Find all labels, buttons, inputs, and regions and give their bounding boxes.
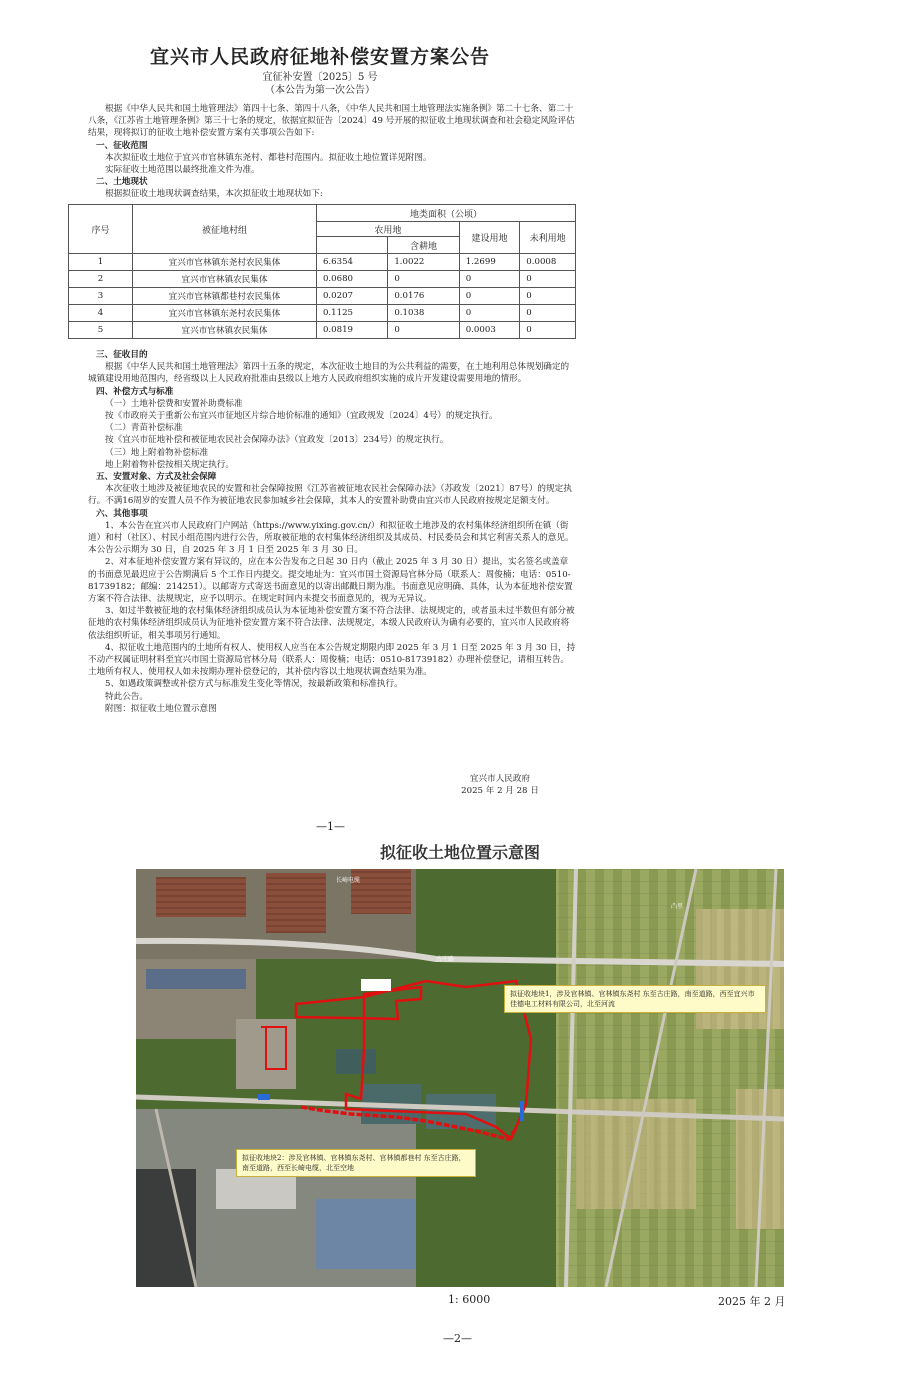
factory-roof-1: [156, 877, 246, 917]
section-4-sub1: （一）土地补偿费和安置补助费标准: [105, 398, 243, 409]
cell-seq: 5: [69, 322, 133, 339]
cell-seq: 4: [69, 305, 133, 322]
cell-build: 0.0003: [459, 322, 520, 339]
map-image: [136, 869, 784, 1287]
section-4-sub2: （二）青苗补偿标准: [105, 423, 183, 434]
cell-agri: 0.1125: [316, 305, 387, 322]
attachment-line: 附图：拟征收土地位置示意图: [105, 703, 217, 714]
section-5-text: 本次征收土地涉及被征地农民的安置和社会保障按照《江苏省被征地农民社会保障办法》（苏政发〔2021〕87号）的规定执行。不满16周岁的安置人员不作为被征地农民参加城乡社会保障，其本人的安置补助费由宜兴市人民政府按规定足额支付。: [88, 484, 572, 507]
section-1-note: 实际征收土地范围以最终批准文件为准。: [105, 165, 260, 176]
section-6-item-4: 4、拟征收土地范围内的土地所有权人、使用权人应当在本公告规定期限内即 2025 年 3 月 1 日至 2025 年 3 月 30 日，持不动产权属证明材料至宜兴市国土资源局官林分局（联系人：周俊楠；电话：0510-81739182）办理补偿登记，请相互转告。土地所有权人、使用权人如未按期办理补偿登记的，其补偿内容以土地现状调查结果为准。: [88, 642, 576, 678]
section-6-item-2: 2、对本征地补偿安置方案有异议的，应在本公告发布之日起 30 日内（截止 2025 年 3 月 30 日）提出，实名签名或盖章的书面意见最迟应于公告期满后 5 个工作日内提交。提交地址为：宜兴市国土资源局官林分局（联系人：周俊楠；电话：0510-81739182；邮编：214251）。以邮寄方式寄送书面意见的以寄出邮戳日期为准。书面意见应明确、具体，认为本征地补偿安置方案不符合法律、法规规定，应予以明示。在规定时间内未提交书面意见的，视为无异议。: [88, 557, 573, 605]
factory-roof-2: [266, 873, 326, 933]
col-header-seq: 序号: [69, 205, 133, 254]
land-status-table: [68, 204, 576, 339]
signature-date: 2025 年 2 月 28 日: [461, 786, 539, 796]
col-header-owner: 被征地村组: [133, 205, 317, 254]
section-1-text: 本次拟征收土地位于宜兴市官林镇东尧村、都巷村范围内。拟征收土地位置详见附图。: [105, 152, 432, 163]
section-4-sub2-text: 按《宜兴市征地补偿和被征地农民社会保障办法》（宜政发〔2013〕234号）的规定执行。: [105, 435, 449, 446]
signature-org: 宜兴市人民政府: [469, 774, 531, 784]
cell-unused: 0: [520, 288, 576, 305]
cell-agri: 0.0207: [316, 288, 387, 305]
intro-block: [88, 103, 576, 201]
col-header-agri: 农用地: [316, 222, 459, 237]
cell-owner: 宜兴市官林镇农民集体: [133, 271, 317, 288]
section-4-sub3: （三）地上附着物补偿标准: [105, 447, 209, 458]
cell-arable: 0: [388, 271, 459, 288]
document-number: 宜征补安置〔2025〕5 号: [262, 72, 378, 83]
section-1-heading: 一、征收范围: [96, 140, 148, 151]
section-4-sub1-text: 按《市政府关于重新公布宜兴市征地区片综合地价标准的通知》（宜政规发〔2024〕4号）的规定执行。: [105, 411, 498, 422]
section-4-heading: 四、补偿方式与标准: [96, 386, 174, 397]
dark-roof: [136, 1169, 196, 1287]
white-building: [361, 979, 391, 991]
table-row: [69, 271, 576, 288]
section-2-heading: 二、土地现状: [96, 177, 148, 188]
cell-unused: 0.0008: [520, 254, 576, 271]
col-header-build: 建设用地: [459, 222, 520, 254]
section-5-heading: 五、安置对象、方式及社会保障: [96, 472, 217, 483]
map-place-label-2: 古庄路: [436, 956, 455, 963]
cell-owner: 宜兴市官林镇东尧村农民集体: [133, 254, 317, 271]
intro-paragraph: 根据《中华人民共和国土地管理法》第四十七条、第四十八条，《中华人民共和国土地管理法实施条例》第二十七条、第二十八条，《江苏省土地管理条例》第三十七条的规定，依据宜拟征告〔2024〕49 号开展的拟征收土地现状调查和社会稳定风险评估结果，现将拟订的征收土地补偿安置方案有关事项公告如下:: [88, 104, 575, 139]
cell-owner: 宜兴市官林镇农民集体: [133, 322, 317, 339]
col-header-unused: 未利用地: [520, 222, 576, 254]
section-6-heading: 六、其他事项: [96, 508, 148, 519]
cell-unused: 0: [520, 322, 576, 339]
cell-build: 0: [459, 271, 520, 288]
cell-arable: 0.0176: [388, 288, 459, 305]
pond-3: [336, 1049, 376, 1074]
cell-agri: 0.0680: [316, 271, 387, 288]
blue-marker-2: [258, 1094, 270, 1100]
page-title: 宜兴市人民政府征地补偿安置方案公告: [149, 46, 490, 68]
section-3-text: 根据《中华人民共和国土地管理法》第四十五条的规定，本次征收土地目的为公共利益的需要，在土地利用总体规划确定的城镇建设用地范围内，经省级以上人民政府批准由县级以上地方人民政府组织实施的成片开发建设需要用地的情形。: [88, 362, 570, 385]
blue-roof: [146, 969, 246, 989]
cell-agri: 0.0819: [316, 322, 387, 339]
cell-arable: 0: [388, 322, 459, 339]
section-6-item-5: 5、如遇政策调整或补偿方式与标准发生变化等情况，按最新政策和标准执行。: [105, 679, 403, 690]
section-4-sub3-text: 地上附着物补偿按相关规定执行。: [105, 459, 234, 470]
section-6-item-3: 3、如过半数被征地的农村集体经济组织成员认为本征地补偿安置方案不符合法律、法规规定的，或者虽未过半数但有部分被征地的农村集体经济组织成员认为征地补偿安置方案不符合法律、法规规定，本级人民政府认为确有必要的，宜兴市人民政府将依法组织听证，相关事项另行通知。: [88, 606, 575, 641]
map-place-label-1: 长崎电缆: [336, 877, 361, 884]
table-body: [69, 254, 576, 339]
page-number-1: —1—: [316, 820, 345, 833]
table-row: [69, 288, 576, 305]
parcel-1-callout: 拟征收地块1，涉及官林镇、官林镇东尧村 东至古庄路，南至道路，西至宜兴市佳德电工材料有限公司，北至河流: [504, 985, 766, 1013]
cell-arable: 1.0022: [388, 254, 459, 271]
closing-line: 特此公告。: [105, 691, 148, 702]
table-row: [69, 254, 576, 271]
col-header-area: 地类面积（公顷）: [316, 205, 575, 222]
notice-edition: （本公告为第一次公告）: [265, 85, 375, 96]
page-number-2: —2—: [443, 1332, 472, 1345]
blue-marker-1: [520, 1101, 524, 1121]
cell-seq: 1: [69, 254, 133, 271]
map-scale: 1: 6000: [448, 1293, 491, 1306]
solar-roof: [316, 1199, 416, 1269]
map-date: 2025 年 2 月: [718, 1295, 786, 1308]
cell-owner: 宜兴市官林镇东尧村农民集体: [133, 305, 317, 322]
cell-build: 1.2699: [459, 254, 520, 271]
section-6-item-1: 1、本公告在宜兴市人民政府门户网站（https://www.yixing.gov.cn/）和拟征收土地涉及的农村集体经济组织所在镇（街道）和村（社区）、村民小组范围内进行公告，所取被征地的农村集体经济组织及其成员、村民委员会和其它利害关系人的意见。本公告公示期为 30 日，自 2025 年 3 月 1 日至 2025 年 3 月 30 日。: [88, 520, 574, 556]
sections-3-6: [88, 349, 576, 715]
section-3-heading: 三、征收目的: [96, 350, 148, 360]
cell-build: 0: [459, 288, 520, 305]
col-header-agri-blank: [316, 237, 387, 254]
map-place-label-3: 凸里: [671, 903, 684, 910]
parcel-2-callout: 拟征收地块2：涉及官林镇、官林镇东尧村、官林镇都巷村 东至古庄路，南至道路，西至长崎电缆，北至空地: [236, 1149, 476, 1177]
satellite-map: [136, 869, 784, 1287]
cell-unused: 0: [520, 305, 576, 322]
table-row: [69, 305, 576, 322]
cell-seq: 2: [69, 271, 133, 288]
cell-unused: 0: [520, 271, 576, 288]
cell-arable: 0.1038: [388, 305, 459, 322]
section-2-text: 根据拟征收土地现状调查结果，本次拟征收土地现状如下:: [105, 189, 323, 200]
table-row: [69, 322, 576, 339]
cell-owner: 宜兴市官林镇都巷村农民集体: [133, 288, 317, 305]
col-header-arable: 含耕地: [388, 237, 459, 254]
cell-agri: 6.6354: [316, 254, 387, 271]
cell-seq: 3: [69, 288, 133, 305]
map-title: 拟征收土地位置示意图: [379, 843, 540, 862]
cell-build: 0: [459, 305, 520, 322]
